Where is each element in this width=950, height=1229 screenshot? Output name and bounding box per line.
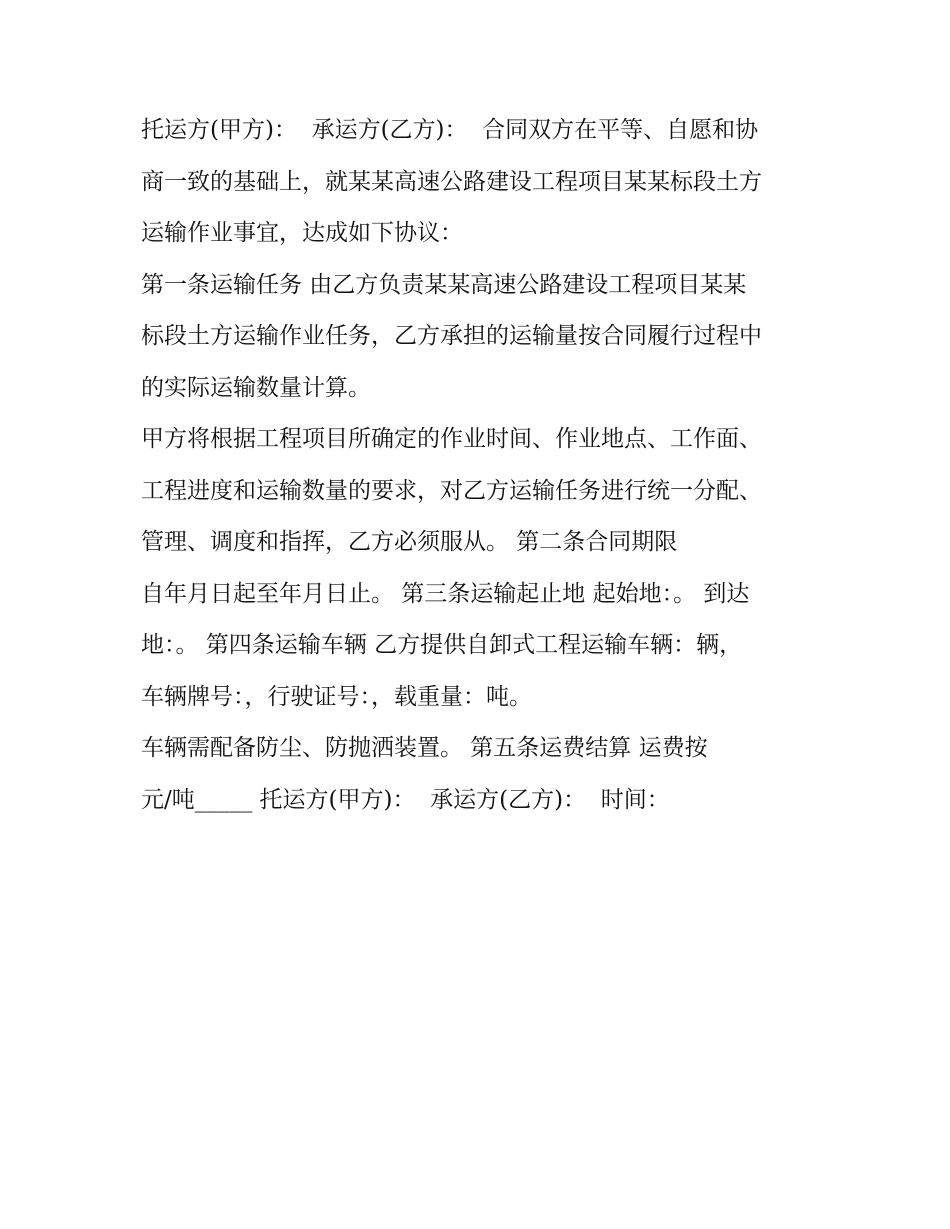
text-line: 的实际运输数量计算。: [141, 374, 371, 401]
text-line: 自年月日起至年月日止。 第三条运输起止地 起始地：。 到达: [141, 580, 750, 607]
text-line: 车辆需配备防尘、防抛洒装置。 第五条运费结算 运费按: [141, 735, 708, 761]
text-line: 运输作业事宜，达成如下协议：: [141, 220, 463, 246]
contract-text: [141, 108, 821, 829]
text-line: 第一条运输任务 由乙方负责某某高速公路建设工程项目某某: [141, 271, 747, 298]
text-line: 标段土方运输作业任务，乙方承担的运输量按合同履行过程中: [141, 323, 762, 349]
text-line: 管理、调度和指挥，乙方必须服从。 第二条合同期限: [141, 529, 678, 555]
text-line: 甲方将根据工程项目所确定的作业时间、作业地点、工作面、: [141, 426, 762, 452]
text-line: 元/吨_____ 托运方(甲方)： 承运方(乙方)： 时间：: [141, 786, 670, 813]
text-line: 车辆牌号：，行驶证号：，载重量：吨。: [141, 683, 532, 710]
text-line: 托运方(甲方)： 承运方(乙方)： 合同双方在平等、自愿和协: [141, 117, 759, 143]
text-line: 工程进度和运输数量的要求，对乙方运输任务进行统一分配、: [141, 477, 762, 504]
text-line: 商一致的基础上，就某某高速公路建设工程项目某某标段土方: [141, 168, 762, 195]
text-line: 地：。 第四条运输车辆 乙方提供自卸式工程运输车辆：辆，: [141, 632, 743, 658]
